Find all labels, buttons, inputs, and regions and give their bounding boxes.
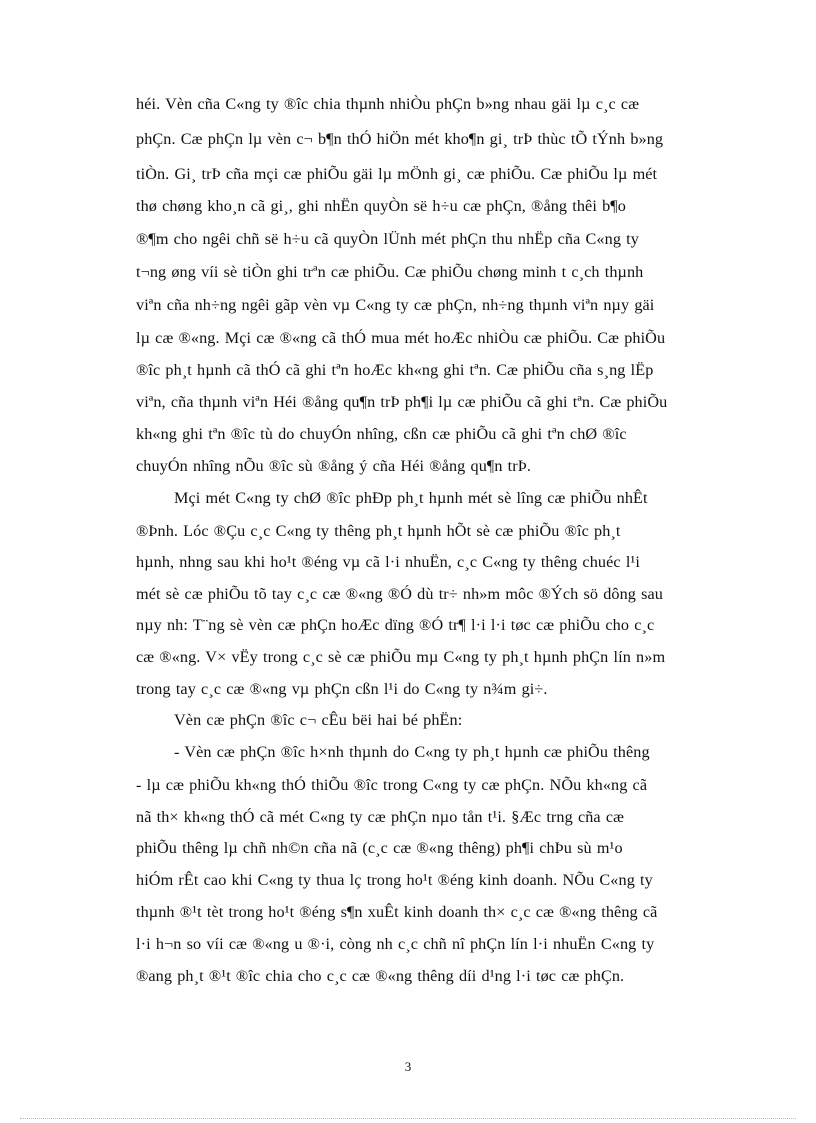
paragraph-line: chuyÓn nhîng nÕu ®îc sù ®ång ý cña Héi ®ång qu¶n trÞ. [136,457,532,475]
paragraph-line: l·i h¬n so víi cæ ®«ng u ®·i, còng nh c¸c chñ nî phÇn lín l·i nhuËn C«ng ty [136,935,655,953]
paragraph-line: viªn, cña thµnh viªn Héi ®ång qu¶n trÞ ph¶i lµ cæ phiÕu cã ghi tªn. Cæ phiÕu [136,393,668,411]
paragraph-line: kh«ng ghi tªn ®îc tù do chuyÓn nhîng, cßn cæ phiÕu cã ghi tªn chØ ®îc [136,425,627,443]
paragraph-line: héi. Vèn cña C«ng ty ®îc chia thµnh nhiÒu phÇn b»ng nhau gäi lµ c¸c cæ [136,95,640,113]
paragraph-line: - lµ cæ phiÕu kh«ng thÓ thiÕu ®îc trong C«ng ty cæ phÇn. NÕu kh«ng cã [136,776,648,794]
page-bottom-divider [20,1118,796,1119]
paragraph-line: nµy nh: T¨ng sè vèn cæ phÇn hoÆc dïng ®Ó tr¶ l·i l·i tøc cæ phiÕu cho c¸c [136,616,655,634]
paragraph-line: Vèn cæ phÇn ®îc c¬ cÊu bëi hai bé phËn: [174,711,463,729]
paragraph-line: nã th× kh«ng thÓ cã mét C«ng ty cæ phÇn nµo tån t¹i. §Æc trng cña cæ [136,808,625,826]
paragraph-line: phiÕu thêng lµ chñ nh©n cña nã (c¸c cæ ®«ng thêng) ph¶i chÞu sù m¹o [136,839,623,857]
paragraph-line: viªn cña nh÷ng ngêi gãp vèn vµ C«ng ty cæ phÇn, nh÷ng thµnh viªn nµy gäi [136,296,655,314]
paragraph-line: trong tay c¸c cæ ®«ng vµ phÇn cßn l¹i do C«ng ty n¾m gi÷. [136,680,548,698]
paragraph-line: - Vèn cæ phÇn ®îc h×nh thµnh do C«ng ty ph¸t hµnh cæ phiÕu thêng [174,743,650,761]
paragraph-line: thø chøng kho¸n cã gi¸, ghi nhËn quyÒn së h÷u cæ phÇn, ®ång thêi b¶o [136,197,626,215]
paragraph-line: tiÒn. Gi¸ trÞ cña mçi cæ phiÕu gäi lµ mÖnh gi¸ cæ phiÕu. Cæ phiÕu lµ mét [136,165,658,183]
page-number: 3 [404,1059,412,1074]
paragraph-line: thµnh ®¹t tèt trong ho¹t ®éng s¶n xuÊt kinh doanh th× c¸c cæ ®«ng thêng cã [136,903,658,921]
paragraph-line: ®îc ph¸t hµnh cã thÓ cã ghi tªn hoÆc kh«ng ghi tªn. Cæ phiÕu cña s¸ng lËp [136,361,654,379]
paragraph-line: ®¶m cho ngêi chñ së h÷u cã quyÒn lÜnh mét phÇn thu nhËp cña C«ng ty [136,230,639,248]
paragraph-line: hiÓm rÊt cao khi C«ng ty thua lç trong ho¹t ®éng kinh doanh. NÕu C«ng ty [136,871,653,889]
paragraph-line: lµ cæ ®«ng. Mçi cæ ®«ng cã thÓ mua mét hoÆc nhiÒu cæ phiÕu. Cæ phiÕu [136,329,666,347]
paragraph-line: t¬ng øng víi sè tiÒn ghi trªn cæ phiÕu. Cæ phiÕu chøng minh t c¸ch thµnh [136,263,644,281]
paragraph-line: cæ ®«ng. V× vËy trong c¸c sè cæ phiÕu mµ C«ng ty ph¸t hµnh phÇn lín n»m [136,648,666,666]
paragraph-line: ®Þnh. Lóc ®Çu c¸c C«ng ty thêng ph¸t hµnh hÕt sè cæ phiÕu ®îc ph¸t [136,522,621,540]
paragraph-line: mét sè cæ phiÕu tõ tay c¸c cæ ®«ng ®Ó dù tr÷ nh»m môc ®Ých sö dông sau [136,585,663,603]
paragraph-line: ®ang ph¸t ®¹t ®îc chia cho c¸c cæ ®«ng thêng díi d¹ng l·i tøc cæ phÇn. [136,967,625,985]
paragraph-line: hµnh, nhng sau khi ho¹t ®éng vµ cã l·i nhuËn, c¸c C«ng ty thêng chuéc l¹i [136,553,640,571]
paragraph-line: phÇn. Cæ phÇn lµ vèn c¬ b¶n thÓ hiÖn mét kho¶n gi¸ trÞ thùc tÕ tÝnh b»ng [136,130,664,148]
paragraph-line: Mçi mét C«ng ty chØ ®îc phÐp ph¸t hµnh mét sè lîng cæ phiÕu nhÊt [174,489,648,507]
